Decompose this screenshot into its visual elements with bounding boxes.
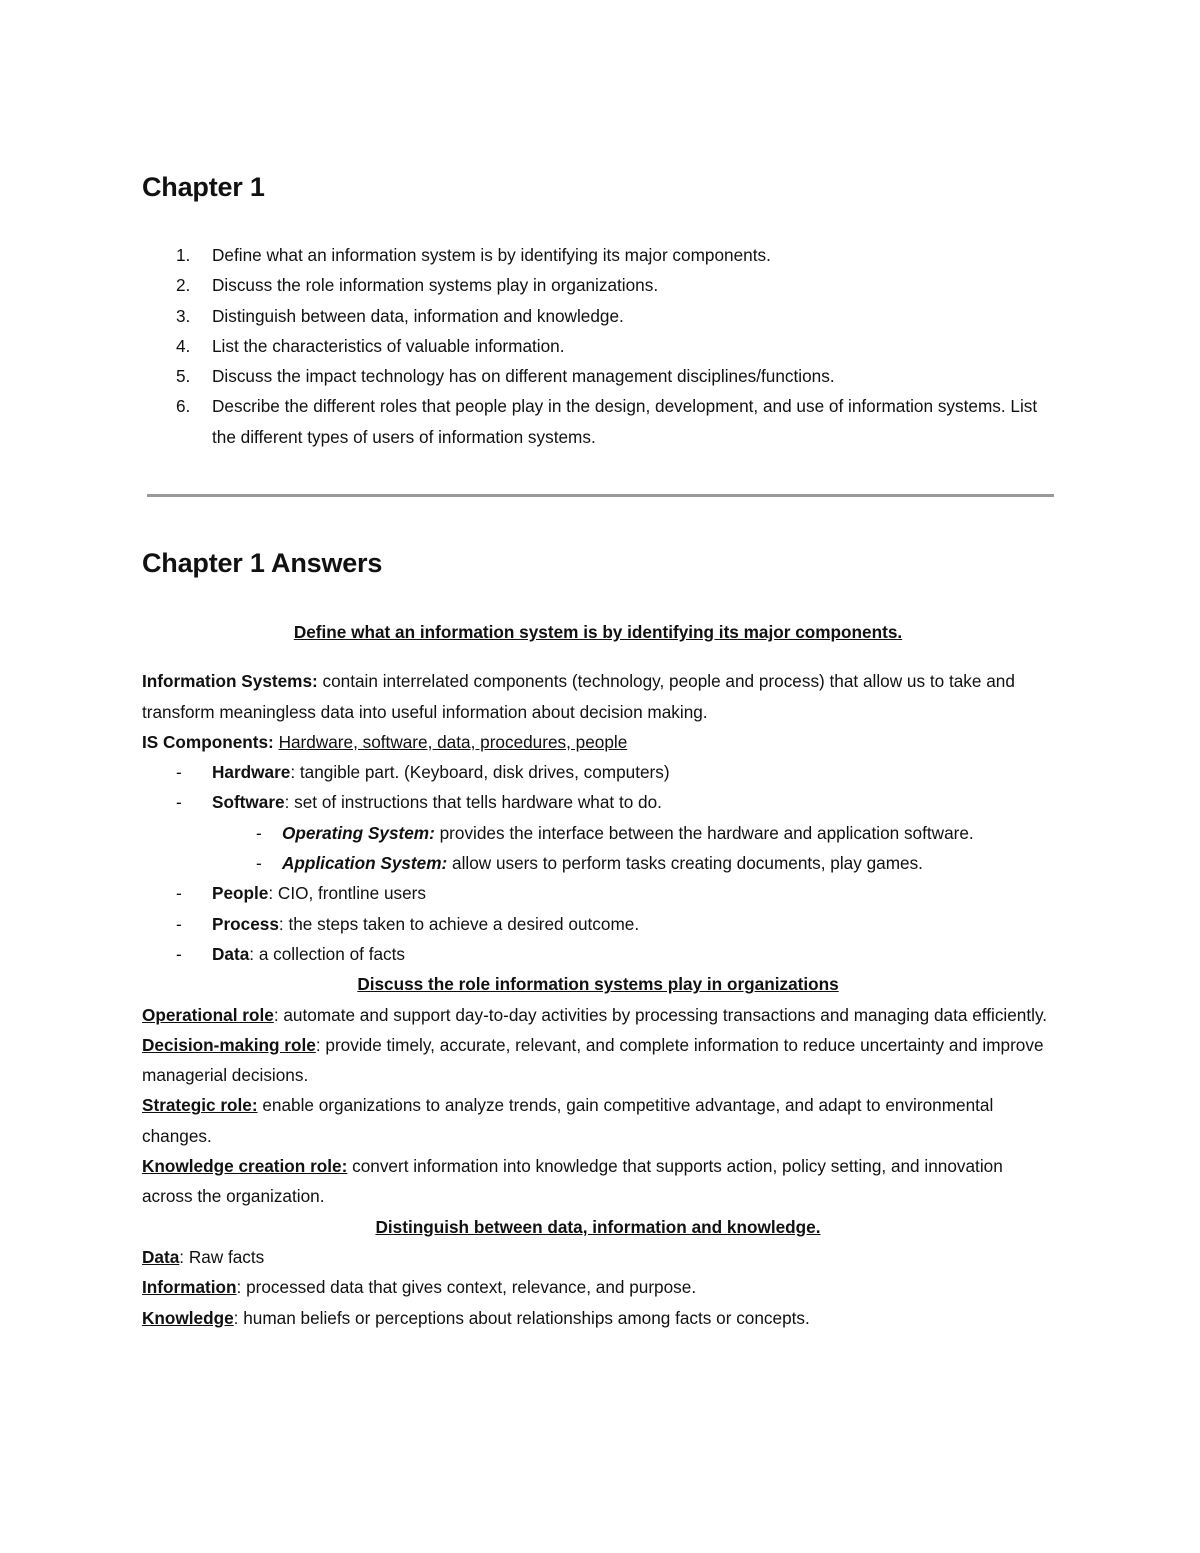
definition: : a collection of facts <box>249 943 405 964</box>
paragraph-data <box>142 1242 1054 1272</box>
list-item <box>142 270 1054 300</box>
list-item <box>142 331 1054 361</box>
list-item <box>142 301 1054 331</box>
list-number: 6. <box>176 396 191 417</box>
term: Knowledge creation role: <box>142 1156 348 1177</box>
term: Operational role <box>142 1004 274 1025</box>
definition: : CIO, frontline users <box>268 883 426 904</box>
answers-body <box>142 617 1054 1333</box>
list-number: 3. <box>176 305 191 326</box>
paragraph-knowledge-creation-role <box>142 1151 1054 1212</box>
definition: provides the interface between the hardware and application software. <box>434 822 974 843</box>
dash-bullet: - <box>256 822 262 843</box>
list-item-hardware <box>142 757 1054 787</box>
dash-bullet: - <box>176 943 182 964</box>
list-item-software <box>142 787 1054 817</box>
definition: : tangible part. (Keyboard, disk drives, computers) <box>290 762 670 783</box>
list-number: 5. <box>176 366 191 387</box>
definition: : Raw facts <box>179 1246 265 1267</box>
section-heading: Distinguish between data, information and knowledge. <box>375 1216 821 1237</box>
paragraph-information-systems <box>142 666 1054 727</box>
paragraph-decision-making-role <box>142 1030 1054 1091</box>
definition: : provide timely, accurate, relevant, and complete information to reduce uncertainty and improve managerial decisions. <box>142 1034 1044 1086</box>
definition: : processed data that gives context, relevance, and purpose. <box>236 1277 697 1298</box>
list-item-data <box>142 939 1054 969</box>
list-item-application-system <box>142 848 1054 878</box>
section-heading: Discuss the role information systems play in organizations <box>357 974 839 995</box>
paragraph-information <box>142 1272 1054 1302</box>
dash-bullet: - <box>256 853 262 874</box>
paragraph-operational-role <box>142 1000 1054 1030</box>
chapter-title: Chapter 1 <box>142 172 265 202</box>
term: Hardware <box>212 762 291 783</box>
term: Decision-making role <box>142 1034 316 1055</box>
definition: : human beliefs or perceptions about relationships among facts or concepts. <box>233 1307 810 1328</box>
dash-bullet: - <box>176 913 182 934</box>
list-number: 1. <box>176 245 191 265</box>
list-item <box>142 361 1054 391</box>
definition: contain interrelated components (technology, people and process) that allow us to take and transform meaningless data into useful information about decision making. <box>142 671 1015 722</box>
term: Knowledge <box>142 1307 234 1328</box>
term: Strategic role: <box>142 1095 258 1116</box>
list-text: List the characteristics of valuable information. <box>212 335 565 356</box>
list-item <box>142 240 1054 270</box>
paragraph-strategic-role <box>142 1090 1054 1151</box>
component-list: Hardware, software, data, procedures, people <box>278 731 628 752</box>
term: Data <box>212 943 250 964</box>
list-text: Define what an information system is by identifying its major components. <box>212 245 771 265</box>
dash-bullet: - <box>176 792 182 813</box>
definition: : the steps taken to achieve a desired outcome. <box>278 913 640 934</box>
term: Application System: <box>282 853 448 874</box>
term: Operating System: <box>282 822 435 843</box>
definition: : automate and support day-to-day activities by processing transactions and managing data efficiently. <box>273 1004 1048 1025</box>
term: Process <box>212 913 279 934</box>
term: People <box>212 883 269 904</box>
list-number: 2. <box>176 275 191 296</box>
section-heading: Define what an information system is by identifying its major components. <box>293 622 903 642</box>
list-text: Discuss the role information systems play in organizations. <box>212 275 659 296</box>
list-number: 4. <box>176 335 191 356</box>
definition: convert information into knowledge that supports action, policy setting, and innovation across the organization. <box>142 1156 1003 1207</box>
dash-bullet: - <box>176 883 182 904</box>
paragraph-knowledge <box>142 1303 1054 1333</box>
list-item-process <box>142 909 1054 939</box>
list-item <box>142 391 1054 452</box>
horizontal-divider <box>147 494 1054 497</box>
term: Information <box>142 1277 237 1298</box>
term: IS Components: <box>142 731 274 752</box>
list-text: Discuss the impact technology has on different management disciplines/functions. <box>212 366 835 387</box>
list-item-people <box>142 878 1054 908</box>
paragraph-is-components <box>142 727 1054 757</box>
list-text: Distinguish between data, information and knowledge. <box>212 305 624 326</box>
definition: : set of instructions that tells hardware what to do. <box>284 792 662 813</box>
definition: enable organizations to analyze trends, gain competitive advantage, and adapt to environmental changes. <box>142 1095 994 1146</box>
question-list <box>142 240 1054 452</box>
dash-bullet: - <box>176 762 182 783</box>
answers-title: Chapter 1 Answers <box>142 548 383 578</box>
list-item-operating-system <box>142 818 1054 848</box>
term: Data <box>142 1246 180 1267</box>
term: Information Systems: <box>142 671 318 692</box>
list-text: Describe the different roles that people play in the design, development, and use of information systems. List the different types of users of information systems. <box>212 396 1038 447</box>
definition: allow users to perform tasks creating documents, play games. <box>447 853 923 874</box>
term: Software <box>212 792 285 813</box>
